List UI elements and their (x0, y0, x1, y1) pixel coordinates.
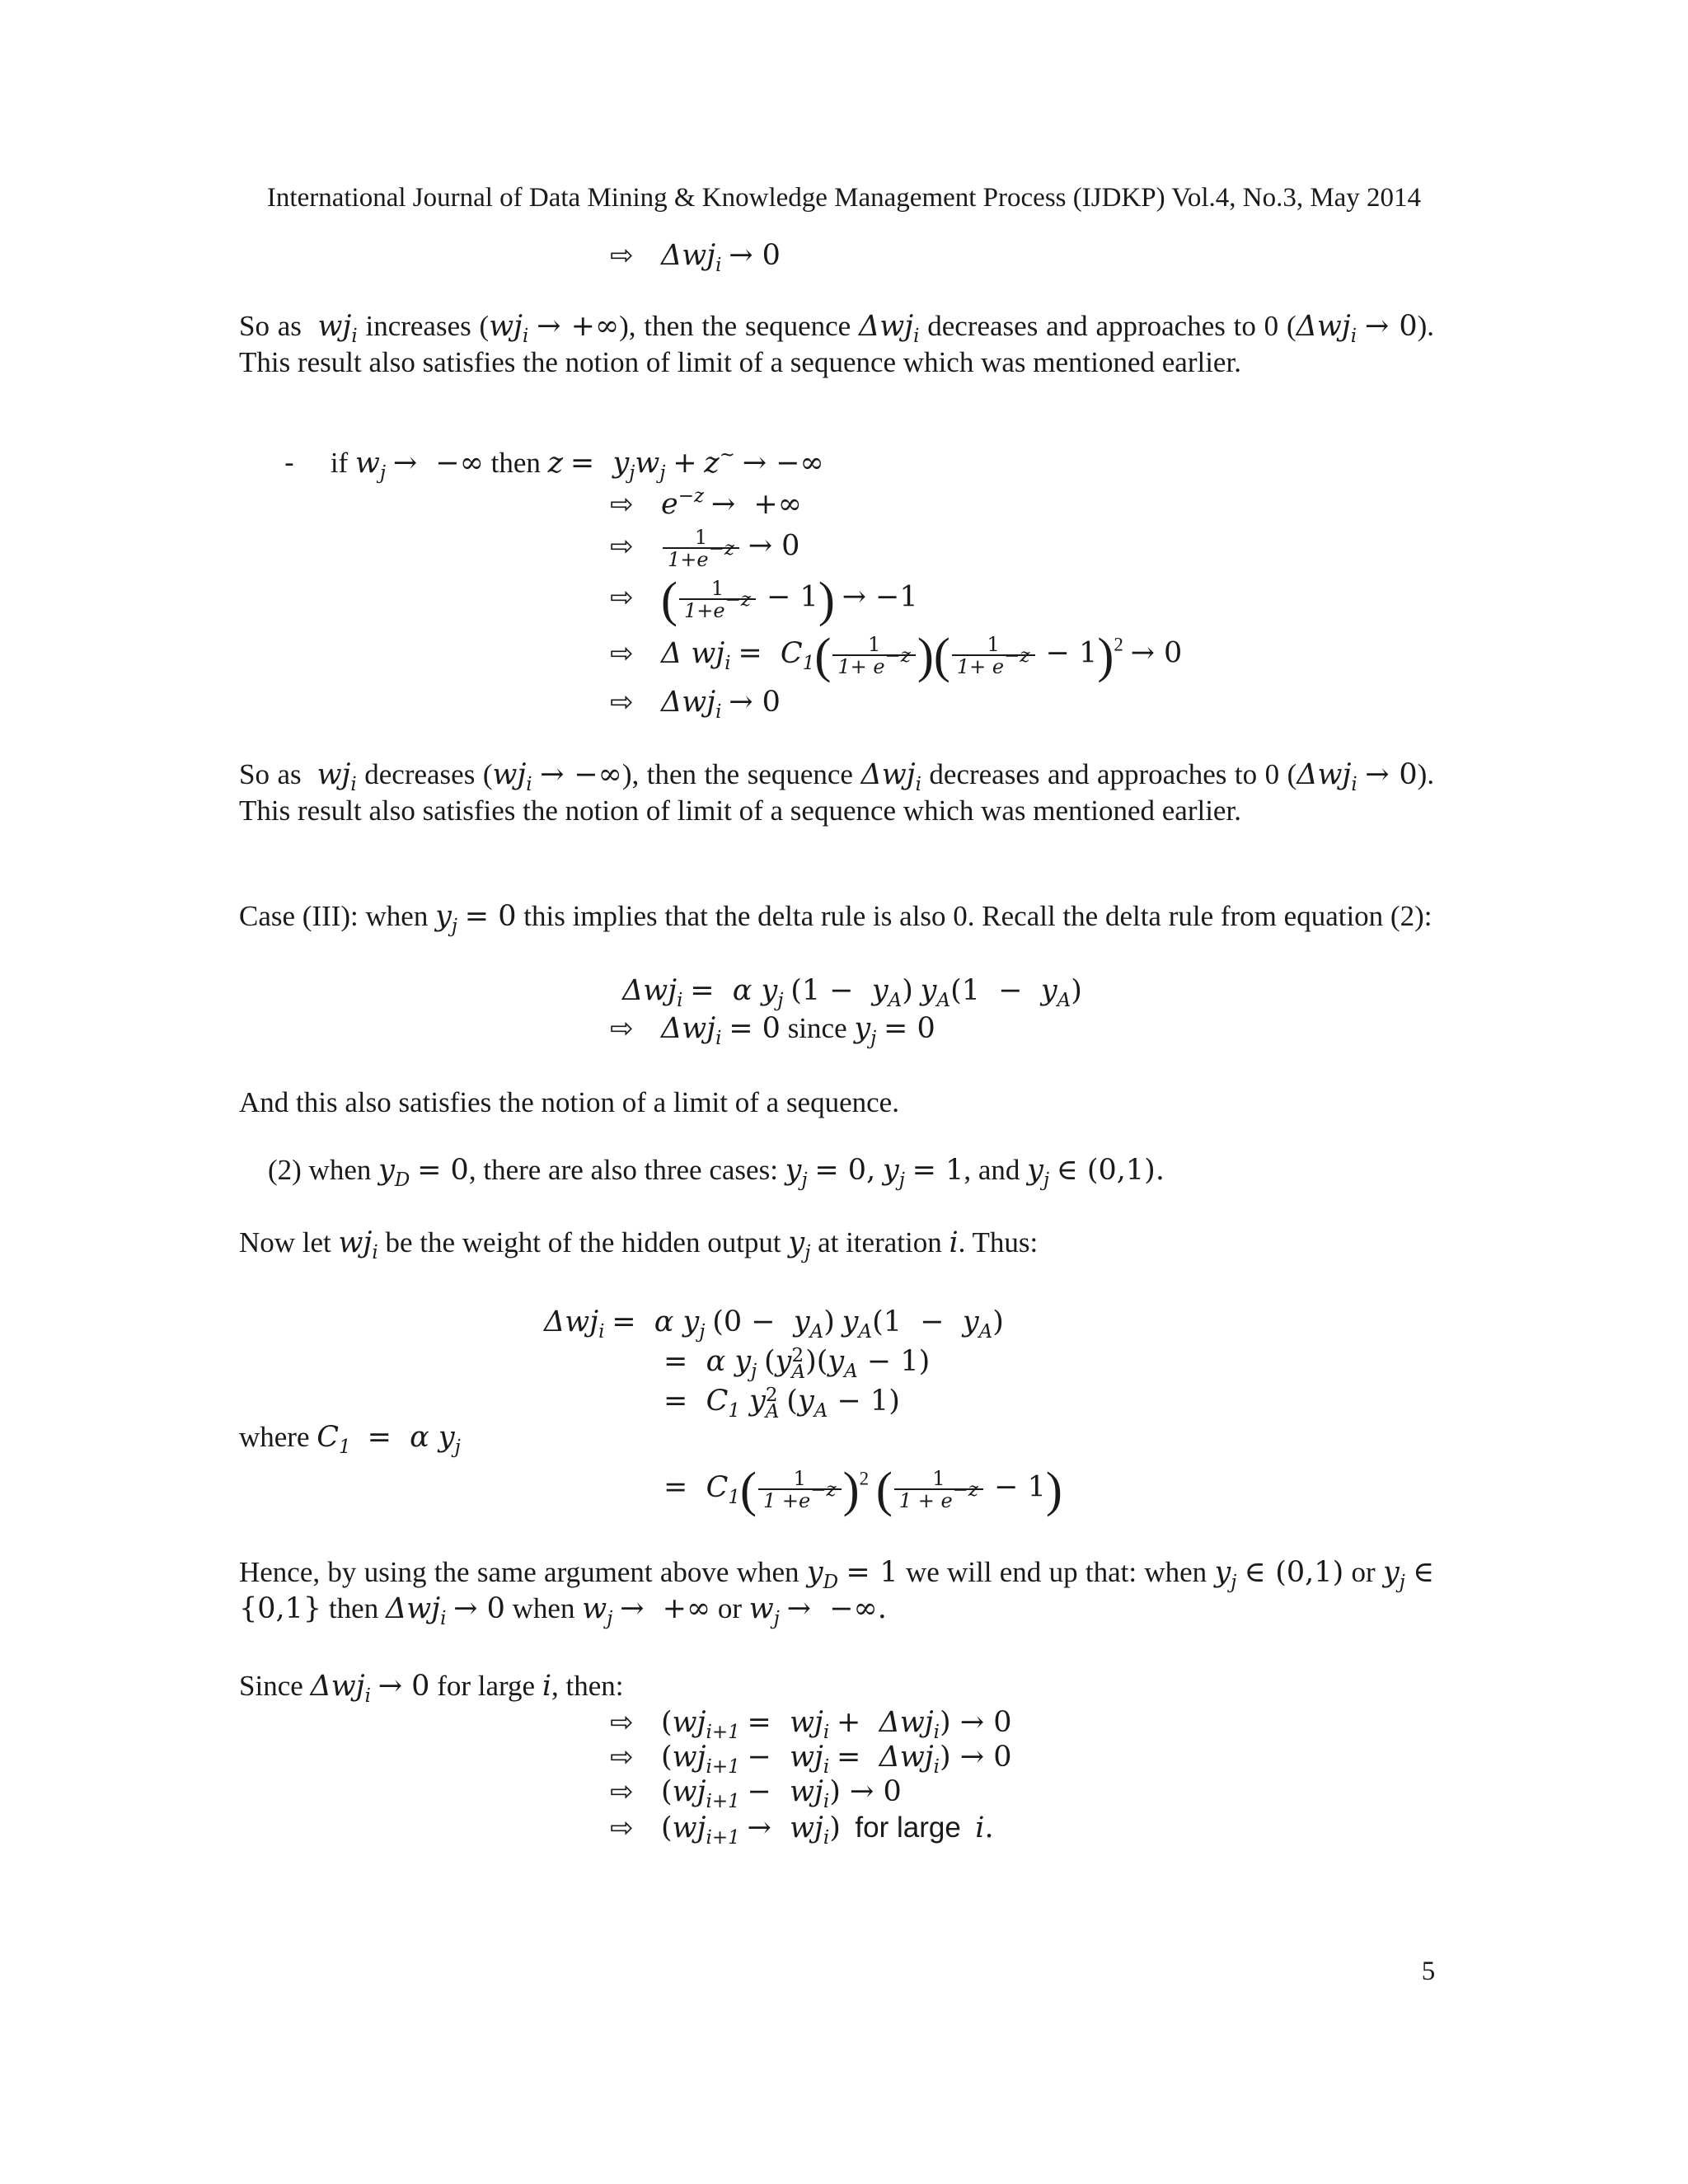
bullet-case-negative: - if $w_j$ → −∞ then $z = y_jw_j + z^\sim$ → −∞ (284, 444, 824, 484)
page-number: 5 (1421, 1957, 1436, 1986)
paragraph-case-three: Case (III): when $y_j = 0$ this implies that the delta rule is also 0. Recall the delta rule from equation (2): (239, 900, 1432, 937)
equation-update-3: ⇨ $(wj_{i+1} - wj_i) \to 0$ (610, 1775, 902, 1812)
equation-delta-rule: Δwj$_i$ = α $y_j$ $(1 - y_A)$ $y_A(1 - y_A)$ (622, 974, 1082, 1011)
equation-derivation-3: = $C_1$ y 2 A $(y_A - 1)$ (663, 1384, 900, 1422)
journal-header: International Journal of Data Mining & Knowledge Management Process (IJDKP) Vol.4, No.3, May 2014 (266, 183, 1422, 213)
equation-sigmoid-minus-one: ⇨ ( $\frac{1}{1+e^{-z}}$ − 1) → −1 (610, 572, 918, 627)
equation-exp-limit: ⇨ $e^{-z}$ → +∞ (610, 485, 802, 521)
paragraph-weight-definition: Now let $wj_i$ be the weight of the hidden output $y_j$ at iteration i. Thus: (239, 1226, 1039, 1263)
implies-arrow-icon: ⇨ (610, 239, 634, 272)
equation-derivation-1: Δwj$_i$ = α $y_j$ $(0 - y_A)$ $y_A(1 - y_A)$ (544, 1305, 1004, 1343)
where-clause: where $C_1 = \alpha$ $y_j$ (239, 1421, 461, 1458)
equation-derivation-4: = $C_1$( $\frac{1}{1 +e^{-z}}$ )$^2$ ( $\frac{1}{1 + e^{-z}}$ − 1) (663, 1462, 1062, 1517)
equation-delta-rule-sigmoid: ⇨ Δ $wj_i = C_1$( $\frac{1}{1+ e^{-z}}$ )( $\frac{1}{1+ e^{-z}}$ − 1)$^2$ → 0 (610, 628, 1183, 683)
equation-update-2: ⇨ $(wj_{i+1} - wj_i = \Delta wj_i) \to 0$ (610, 1741, 1012, 1778)
paragraph-decrease: So as $wj_i$ decreases ($wj_i$ → −∞), then the sequence Δwj$_i$ decreases and approaches to 0 (Δwj$_i$ → 0). This result also satisfies the notion of limit of a sequence which was mentioned earlier. (239, 758, 1435, 827)
paragraph-case-two: (2) when $y_D = 0$, there are also three cases: $y_j = 0$, $y_j = 1$, and $y_j$ ∈ (0,1). (268, 1154, 1165, 1191)
equation-delta-limit-1: ⇨ Δwj$_i$ → 0 (610, 239, 781, 276)
equation-derivation-2: = α $y_j$ (y 2 A )$(y_A - 1)$ (663, 1344, 931, 1383)
equation-delta-limit-2: ⇨ Δwj$_i$ → 0 (610, 686, 781, 723)
paragraph-since: Since Δwj$_i$ → 0 for large i, then: (239, 1670, 624, 1707)
equation-update-4: ⇨ $(wj_{i+1} \to wj_i)$ for large i. (610, 1811, 994, 1849)
equation-sigmoid-limit: ⇨ $\frac{1}{1+e^{-z}}$ → 0 (610, 526, 800, 571)
equation-delta-zero: ⇨ Δwj$_i$ = 0 since $y_j = 0$ (610, 1012, 935, 1049)
paragraph-hence: Hence, by using the same argument above when $y_D = 1$ we will end up that: when $y_j$ ∈ (0,1) or $y_j$ ∈ {0,1} then Δwj$_i$ → 0 when $w_j$ → +∞ or $w_j$ → −∞. (239, 1556, 1435, 1629)
paragraph-increase: So as $wj_i$ increases ($wj_i$ → +∞), then the sequence Δwj$_i$ decreases and approaches to 0 (Δwj$_i$ → 0). This result also satisfies the notion of limit of a sequence which was mentioned earlier. (239, 310, 1435, 378)
paragraph-limit-notion: And this also satisfies the notion of a limit of a sequence. (239, 1086, 899, 1118)
equation-update-1: ⇨ $(wj_{i+1} = wj_i + \Delta wj_i) \to 0$ (610, 1706, 1012, 1743)
